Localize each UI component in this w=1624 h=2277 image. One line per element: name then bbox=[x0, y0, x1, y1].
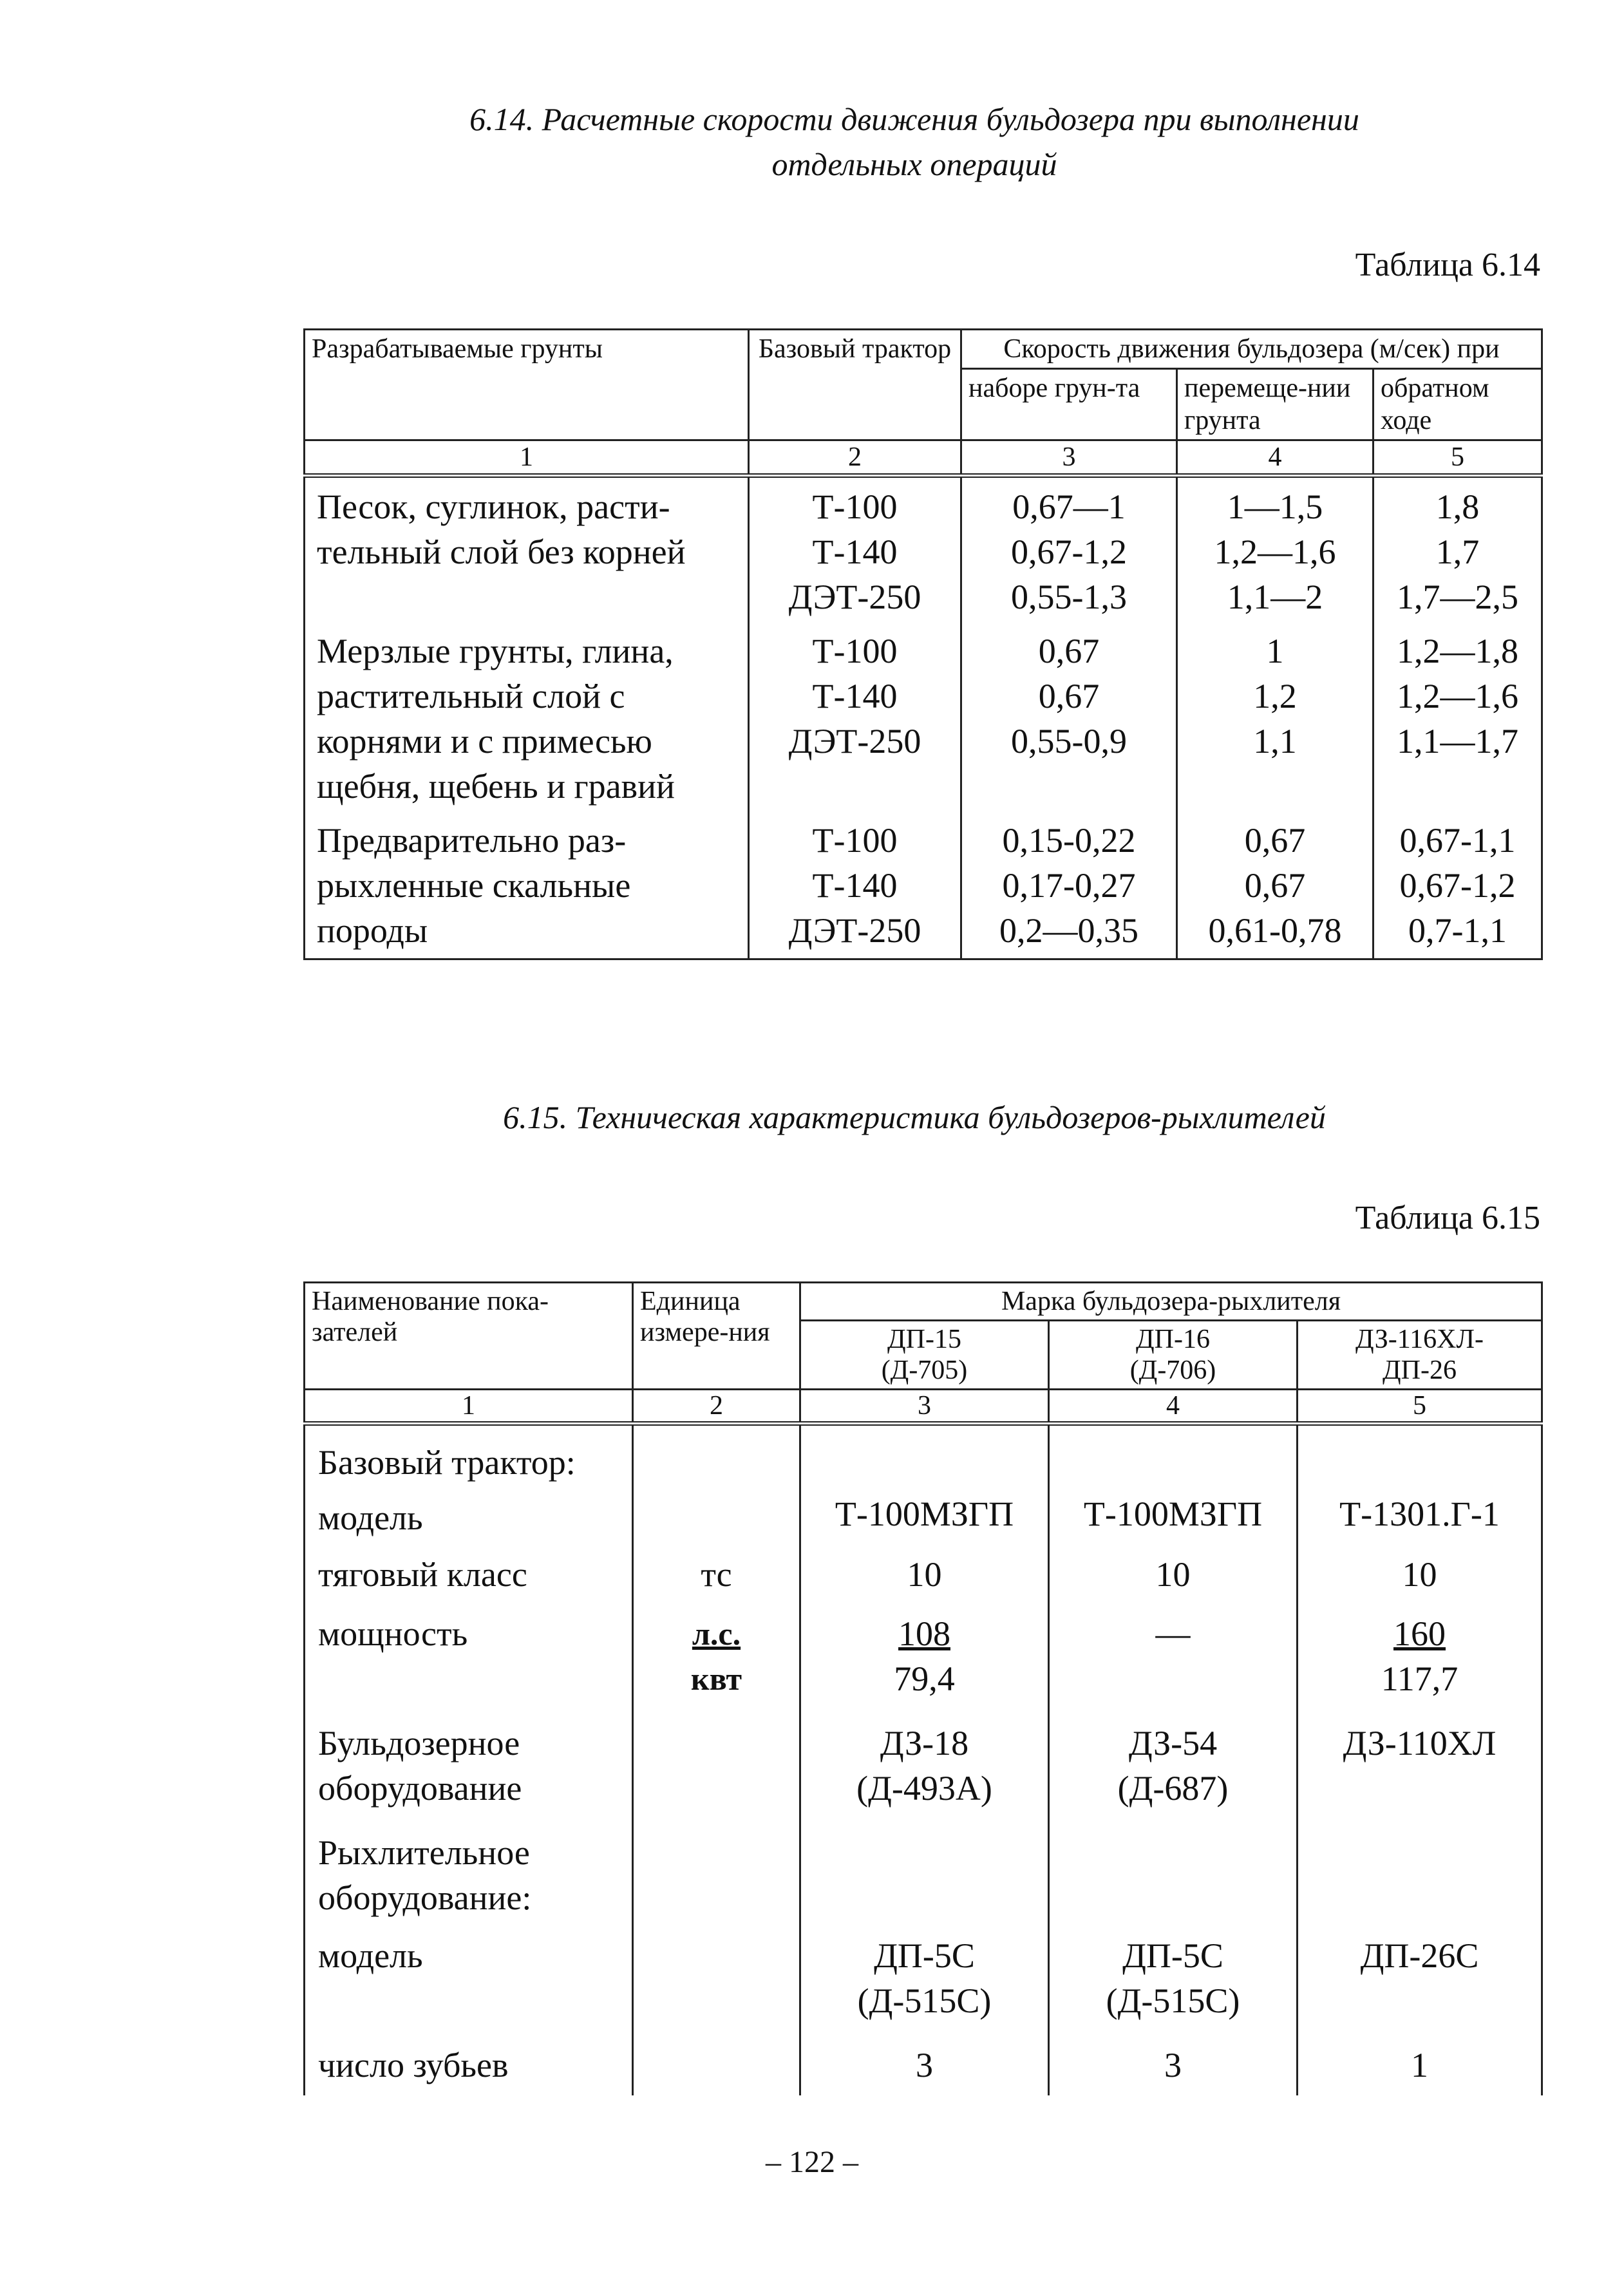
table-14-header-row bbox=[305, 330, 1542, 369]
col-number: 4 bbox=[1177, 440, 1374, 476]
return-cell bbox=[1374, 476, 1542, 620]
header-brand-group: Марка бульдозера-рыхлителя bbox=[800, 1283, 1542, 1321]
ripper-model-value bbox=[1298, 1933, 1542, 2043]
gather-value: 0,67-1,2 bbox=[1011, 533, 1127, 571]
ripper-model-value bbox=[800, 1933, 1049, 2043]
table-row bbox=[305, 1721, 1542, 1830]
bulldozer-equipment-value bbox=[1298, 1721, 1542, 1830]
col-number: 2 bbox=[749, 440, 961, 476]
header-move: перемеще-нии грунта bbox=[1177, 369, 1374, 440]
gather-cell bbox=[961, 619, 1177, 809]
gather-value: 0,67—1 bbox=[1012, 487, 1126, 526]
section-15-heading: 6.15. Техническая характеристика бульдозеров-рыхлителей bbox=[503, 1099, 1326, 1135]
soil-line: корнями и с примесью bbox=[317, 722, 652, 761]
ripper-value-line: (Д-515С) bbox=[857, 1981, 992, 2020]
model-label: модель bbox=[305, 1490, 633, 1552]
header-model-1 bbox=[800, 1321, 1049, 1390]
table-row bbox=[305, 2043, 1542, 2095]
gather-value: 0,55-1,3 bbox=[1011, 578, 1127, 616]
ripper-equipment-line: Рыхлительное bbox=[318, 1833, 530, 1872]
ripper-model-label: модель bbox=[305, 1933, 633, 2043]
power-hp: — bbox=[1155, 1614, 1191, 1653]
soil-group-2 bbox=[305, 619, 749, 809]
traction-label: тяговый класс bbox=[305, 1552, 633, 1611]
power-kw: 79,4 bbox=[894, 1659, 955, 1698]
table-15-header-row bbox=[305, 1283, 1542, 1321]
gather-cell bbox=[961, 476, 1177, 620]
move-value: 0,67 bbox=[1244, 866, 1306, 905]
table-row bbox=[305, 1933, 1542, 2043]
return-value: 1,2—1,6 bbox=[1397, 677, 1519, 715]
table-row bbox=[305, 1424, 1542, 1491]
ripper-value-line: ДП-5С bbox=[1122, 1936, 1223, 1975]
model-3-line: ДЗ-116ХЛ- bbox=[1355, 1325, 1484, 1354]
soil-group-1 bbox=[305, 476, 749, 620]
move-cell bbox=[1177, 476, 1374, 620]
ripper-model-value bbox=[1049, 1933, 1298, 2043]
tractor-cell bbox=[749, 809, 961, 959]
move-value: 1,2—1,6 bbox=[1214, 533, 1336, 571]
model-3-line: ДП-26 bbox=[1383, 1356, 1457, 1385]
power-cell bbox=[1298, 1611, 1542, 1721]
tractor-value: Т-100 bbox=[812, 632, 898, 670]
model-value: Т-1301.Г-1 bbox=[1298, 1490, 1542, 1552]
return-cell bbox=[1374, 619, 1542, 809]
gather-value: 0,2—0,35 bbox=[999, 911, 1138, 950]
move-cell bbox=[1177, 619, 1374, 809]
tractor-value: ДЭТ-250 bbox=[788, 911, 921, 950]
col-number: 5 bbox=[1298, 1390, 1542, 1424]
soil-line: Предварительно раз- bbox=[317, 821, 627, 860]
gather-value: 0,55-0,9 bbox=[1011, 722, 1127, 761]
header-indicator: Наименование пока-зателей bbox=[305, 1283, 633, 1390]
teeth-value: 1 bbox=[1298, 2043, 1542, 2095]
ripper-value-line: (Д-515С) bbox=[1106, 1981, 1240, 2020]
col-number: 5 bbox=[1374, 440, 1542, 476]
soil-line: породы bbox=[317, 911, 428, 950]
bulldozer-value-line: ДЗ-18 bbox=[880, 1724, 969, 1762]
soil-line: Песок, суглинок, расти- bbox=[317, 487, 670, 526]
tractor-value: Т-100 bbox=[812, 487, 898, 526]
return-value: 1,2—1,8 bbox=[1397, 632, 1519, 670]
move-value: 1 bbox=[1266, 632, 1284, 670]
col-number: 2 bbox=[633, 1390, 800, 1424]
move-value: 1—1,5 bbox=[1227, 487, 1323, 526]
table-14-number-row bbox=[305, 440, 1542, 476]
ripper-value-line: ДП-26С bbox=[1360, 1936, 1479, 1975]
section-14-heading-line1: 6.14. Расчетные скорости движения бульдозера при выполнении bbox=[469, 101, 1359, 137]
gather-value: 0,15-0,22 bbox=[1002, 821, 1136, 860]
soil-line: щебня, щебень и гравий bbox=[317, 767, 675, 806]
header-gather: наборе грун-та bbox=[961, 369, 1177, 440]
return-value: 1,7—2,5 bbox=[1397, 578, 1519, 616]
return-value: 1,1—1,7 bbox=[1397, 722, 1519, 761]
header-unit: Единица измере-ния bbox=[633, 1283, 800, 1390]
table-row bbox=[305, 1830, 1542, 1933]
table-14-caption: Таблица 6.14 bbox=[1355, 247, 1540, 283]
move-value: 0,67 bbox=[1244, 821, 1306, 860]
soil-line: рыхленные скальные bbox=[317, 866, 631, 905]
return-value: 0,7-1,1 bbox=[1408, 911, 1507, 950]
table-15-number-row bbox=[305, 1390, 1542, 1424]
move-value: 1,1 bbox=[1253, 722, 1297, 761]
tractor-value: Т-140 bbox=[812, 533, 898, 571]
section-14-heading bbox=[258, 97, 1571, 187]
bulldozer-equipment-label bbox=[305, 1721, 633, 1830]
table-row bbox=[305, 1490, 1542, 1552]
header-model-2 bbox=[1049, 1321, 1298, 1390]
gather-value: 0,67 bbox=[1038, 677, 1100, 715]
header-return: обратном ходе bbox=[1374, 369, 1542, 440]
power-kw: 117,7 bbox=[1381, 1659, 1459, 1698]
traction-value: 10 bbox=[1298, 1552, 1542, 1611]
bulldozer-equipment-line: Бульдозерное bbox=[318, 1724, 520, 1762]
soil-line: Мерзлые грунты, глина, bbox=[317, 632, 674, 670]
col-number: 4 bbox=[1049, 1390, 1298, 1424]
table-row bbox=[305, 619, 1542, 809]
traction-value: 10 bbox=[1049, 1552, 1298, 1611]
soil-line: тельный слой без корней bbox=[317, 533, 686, 571]
power-unit bbox=[633, 1611, 800, 1721]
tractor-value: ДЭТ-250 bbox=[788, 578, 921, 616]
power-hp: 160 bbox=[1393, 1614, 1446, 1653]
power-cell bbox=[1049, 1611, 1298, 1721]
header-soils: Разрабатываемые грунты bbox=[305, 330, 749, 440]
ripper-equipment-line: оборудование: bbox=[318, 1878, 532, 1917]
power-hp: 108 bbox=[898, 1614, 950, 1653]
base-tractor-label: Базовый трактор: bbox=[305, 1424, 633, 1491]
return-value: 1,7 bbox=[1435, 533, 1480, 571]
bulldozer-value-line: ДЗ-110ХЛ bbox=[1343, 1724, 1497, 1762]
teeth-value: 3 bbox=[1049, 2043, 1298, 2095]
header-speed-group: Скорость движения бульдозера (м/сек) при bbox=[961, 330, 1542, 369]
col-number: 1 bbox=[305, 1390, 633, 1424]
bulldozer-value-line: (Д-687) bbox=[1117, 1769, 1229, 1808]
bulldozer-equipment-line: оборудование bbox=[318, 1769, 522, 1808]
power-unit-hp: л.с. bbox=[692, 1616, 741, 1652]
power-unit-kw: квт bbox=[690, 1661, 742, 1697]
model-2-line: (Д-706) bbox=[1129, 1356, 1216, 1385]
tractor-value: ДЭТ-250 bbox=[788, 722, 921, 761]
gather-cell bbox=[961, 809, 1177, 959]
col-number: 1 bbox=[305, 440, 749, 476]
table-row bbox=[305, 809, 1542, 959]
move-cell bbox=[1177, 809, 1374, 959]
tractor-value: Т-140 bbox=[812, 866, 898, 905]
table-6-14 bbox=[303, 328, 1543, 960]
ripper-value-line: ДП-5С bbox=[874, 1936, 975, 1975]
model-1-line: (Д-705) bbox=[881, 1356, 968, 1385]
move-value: 1,2 bbox=[1253, 677, 1297, 715]
tractor-value: Т-140 bbox=[812, 677, 898, 715]
tractor-cell bbox=[749, 619, 961, 809]
ripper-equipment-label bbox=[305, 1830, 633, 1933]
bulldozer-equipment-value bbox=[800, 1721, 1049, 1830]
table-6-15 bbox=[303, 1281, 1543, 2095]
return-cell bbox=[1374, 809, 1542, 959]
tractor-value: Т-100 bbox=[812, 821, 898, 860]
table-15-caption: Таблица 6.15 bbox=[1355, 1200, 1540, 1236]
header-tractor: Базовый трактор bbox=[749, 330, 961, 440]
gather-value: 0,67 bbox=[1038, 632, 1100, 670]
model-value: Т-100МЗГП bbox=[800, 1490, 1049, 1552]
teeth-value: 3 bbox=[800, 2043, 1049, 2095]
bulldozer-equipment-value bbox=[1049, 1721, 1298, 1830]
table-row bbox=[305, 1552, 1542, 1611]
model-value: Т-100МЗГП bbox=[1049, 1490, 1298, 1552]
section-14-heading-line2: отдельных операций bbox=[771, 146, 1057, 182]
return-value: 1,8 bbox=[1435, 487, 1480, 526]
return-value: 0,67-1,1 bbox=[1399, 821, 1516, 860]
bulldozer-value-line: ДЗ-54 bbox=[1128, 1724, 1218, 1762]
tractor-cell bbox=[749, 476, 961, 620]
table-row bbox=[305, 1611, 1542, 1721]
power-label: мощность bbox=[305, 1611, 633, 1721]
power-cell bbox=[800, 1611, 1049, 1721]
model-2-line: ДП-16 bbox=[1136, 1325, 1210, 1354]
traction-value: 10 bbox=[800, 1552, 1049, 1611]
gather-value: 0,17-0,27 bbox=[1002, 866, 1136, 905]
bulldozer-value-line: (Д-493А) bbox=[856, 1769, 992, 1808]
header-model-3 bbox=[1298, 1321, 1542, 1390]
soil-group-3 bbox=[305, 809, 749, 959]
traction-unit: тс bbox=[633, 1552, 800, 1611]
col-number: 3 bbox=[961, 440, 1177, 476]
move-value: 0,61-0,78 bbox=[1208, 911, 1342, 950]
model-1-line: ДП-15 bbox=[887, 1325, 961, 1354]
page-number: – 122 – bbox=[766, 2145, 858, 2179]
table-row bbox=[305, 476, 1542, 620]
teeth-label: число зубьев bbox=[305, 2043, 633, 2095]
move-value: 1,1—2 bbox=[1227, 578, 1323, 616]
col-number: 3 bbox=[800, 1390, 1049, 1424]
return-value: 0,67-1,2 bbox=[1399, 866, 1516, 905]
soil-line: растительный слой с bbox=[317, 677, 625, 715]
